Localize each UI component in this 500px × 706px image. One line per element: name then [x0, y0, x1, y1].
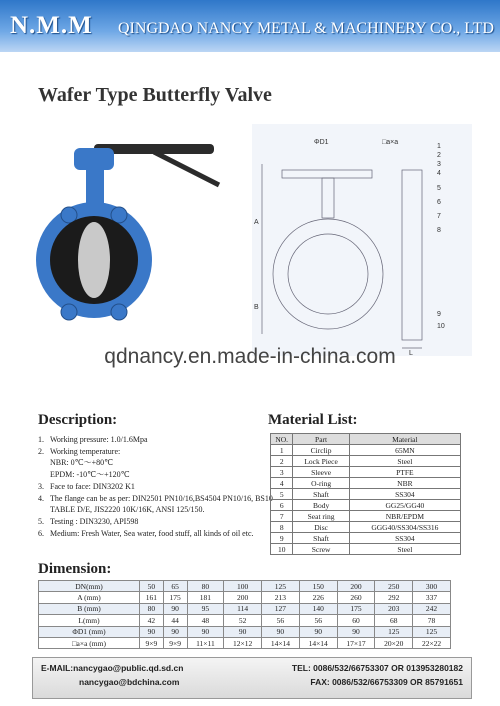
- header-banner: [0, 0, 500, 52]
- callout-5: 5: [437, 185, 441, 192]
- callout-1: 1: [437, 143, 441, 150]
- label-d1: ΦD1: [314, 139, 329, 146]
- callout-9: 9: [437, 311, 441, 318]
- callout-4: 4: [437, 170, 441, 177]
- disc: [78, 222, 110, 298]
- company-name: QINGDAO NANCY METAL & MACHINERY CO., LTD: [118, 20, 494, 37]
- contact-footer: [32, 657, 472, 699]
- dimension-table: [38, 580, 451, 649]
- lever-trigger: [154, 152, 219, 185]
- product-title: Wafer Type Butterfly Valve: [38, 84, 272, 106]
- col-no: NO.: [271, 434, 293, 445]
- table-row: 4 O-ring NBR: [271, 478, 461, 489]
- table-row: ΦD1 (mm) 90 90 90 90 90 90 90 125 125: [39, 626, 451, 637]
- lug-bottom-right: [111, 304, 127, 320]
- table-row: 3 Sleeve PTFE: [271, 467, 461, 478]
- fax: FAX: 0086/532/66753309 OR 85791651: [310, 677, 463, 687]
- table-row: 9 Shaft SS304: [271, 533, 461, 544]
- description-item: NBR: 0℃～+80℃: [50, 458, 114, 468]
- callout-2: 2: [437, 152, 441, 159]
- table-row: DN(mm) 50 65 80 100 125 150 200 250 300: [39, 581, 451, 592]
- table-row: 5 Shaft SS304: [271, 489, 461, 500]
- table-row: 1 Circlip 65MN: [271, 445, 461, 456]
- drawing-body: [273, 219, 383, 329]
- material-header-row: [271, 434, 461, 445]
- drawing-flange: [282, 170, 372, 178]
- top-flange: [74, 148, 114, 170]
- col-part: Part: [293, 434, 349, 445]
- label-a: A: [254, 219, 259, 226]
- description-item: 3. Face to face: DIN3202 K1: [38, 481, 135, 491]
- callout-7: 7: [437, 213, 441, 220]
- table-row: 10 Screw Steel: [271, 544, 461, 555]
- callout-10: 10: [437, 323, 445, 330]
- telephone: TEL: 0086/532/66753307 OR 013953280182: [291, 663, 463, 673]
- callout-3: 3: [437, 161, 441, 168]
- table-row: □a×a (mm) 9×9 9×9 11×11 12×12 14×14 14×14 17×17 20×20 22×22: [39, 637, 451, 648]
- description-item: 5. Testing : DIN3230, API598: [38, 516, 139, 526]
- description-item: 6. Medium: Fresh Water, Sea water, food stuff, all kinds of oil etc.: [38, 528, 254, 538]
- drawing-bore: [288, 234, 368, 314]
- lug-bottom-left: [61, 304, 77, 320]
- label-l: L: [409, 350, 413, 356]
- table-row: B (mm) 80 90 95 114 127 140 175 203 242: [39, 603, 451, 614]
- brand-logo: N.M.M: [10, 12, 93, 39]
- table-row: A (mm) 161 175 181 200 213 226 260 292 337: [39, 592, 451, 603]
- description-item: 2. Working temperature:: [38, 446, 121, 456]
- table-row: L(mm) 42 44 48 52 56 56 60 68 78: [39, 615, 451, 626]
- email-secondary: nancygao@bdchina.com: [79, 677, 180, 687]
- valve-photo: [34, 130, 234, 350]
- description-item: 4. The flange can be as per: DIN2501 PN10/16,BS4504 PN10/16, BS10 TABLE D/E, JIS2220 10K/16K, ANSI 125/150.: [38, 493, 273, 515]
- drawing-section: [402, 170, 422, 340]
- watermark-url: qdnancy.en.made-in-china.com: [104, 345, 396, 368]
- dimension-heading: Dimension:: [38, 561, 112, 577]
- table-row: 7 Seat ring NBR/EPDM: [271, 511, 461, 522]
- description-item: 1. Working pressure: 1.0/1.6Mpa: [38, 435, 148, 444]
- description-item: EPDM: -10℃～+120℃: [50, 470, 130, 480]
- email-primary: E-MAIL:nancygao@public.qd.sd.cn: [41, 663, 184, 673]
- table-row: 6 Body GG25/GG40: [271, 500, 461, 511]
- callout-6: 6: [437, 199, 441, 206]
- technical-drawing: [252, 124, 472, 356]
- label-sq: □a×a: [382, 139, 399, 146]
- material-table: [270, 433, 461, 555]
- col-material: Material: [349, 434, 460, 445]
- callout-8: 8: [437, 227, 441, 234]
- label-b: B: [254, 304, 259, 311]
- table-row: 8 Disc GGG40/SS304/SS316: [271, 522, 461, 533]
- drawing-neck: [322, 178, 334, 218]
- description-heading: Description:: [38, 412, 118, 428]
- description-list: [38, 434, 274, 539]
- material-heading: Material List:: [268, 412, 358, 428]
- table-row: 2 Lock Piece Steel: [271, 456, 461, 467]
